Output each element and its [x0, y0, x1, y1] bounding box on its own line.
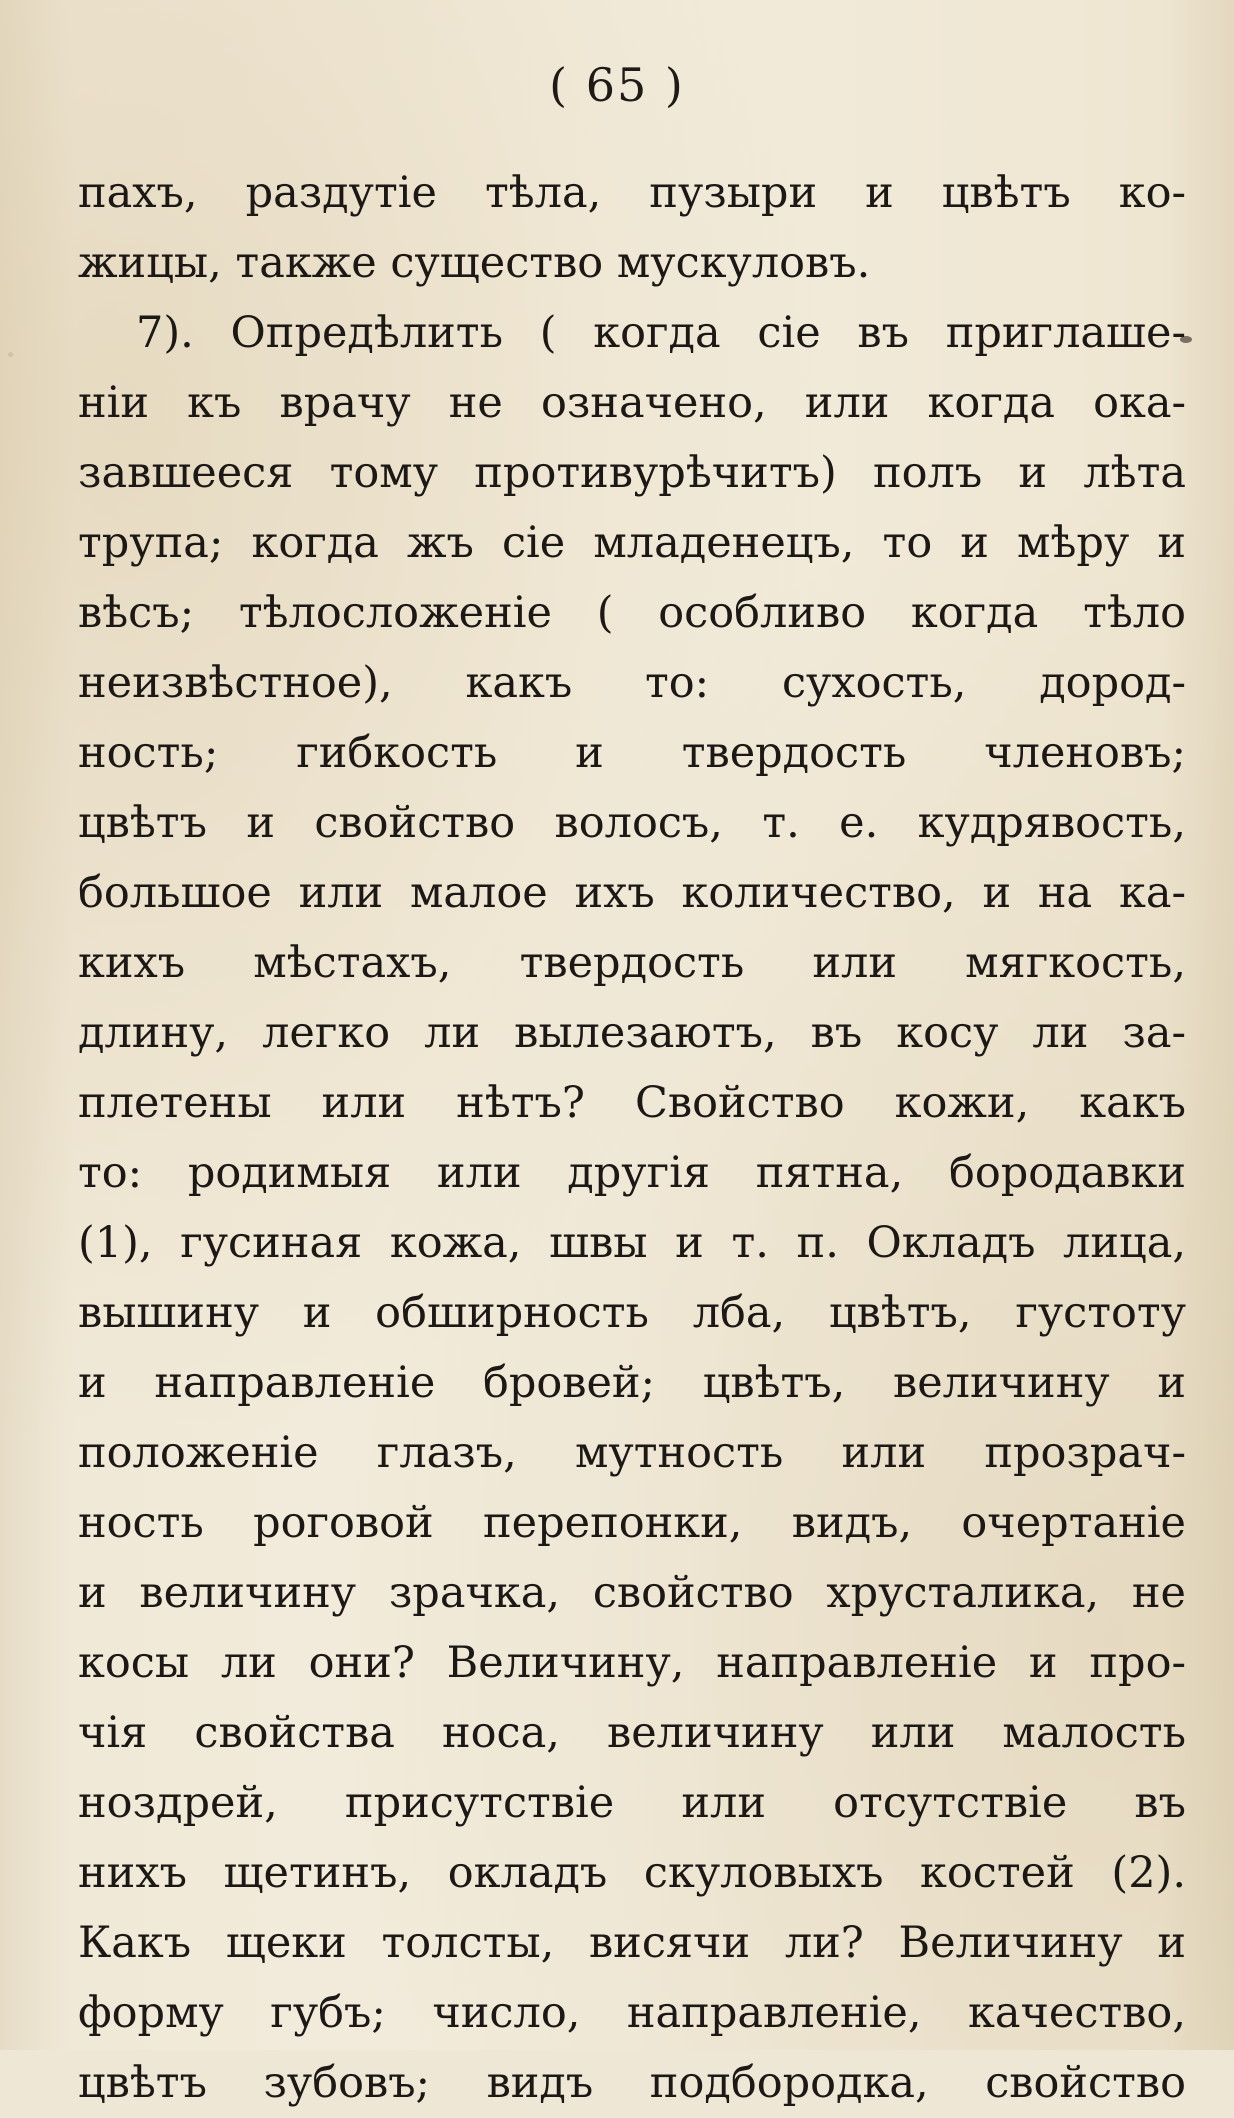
- text-line: косы ли они? Величину, направленіе и про-: [78, 1638, 1186, 1688]
- text-line: форму губъ; число, направленіе, качество,: [78, 1988, 1186, 2038]
- text-line: чія свойства носа, величину или малость: [78, 1708, 1186, 1758]
- text-line: (1), гусиная кожа, швы и т. п. Окладъ лица,: [78, 1218, 1186, 1268]
- text-line: плетены или нѣтъ? Свойство кожи, какъ: [78, 1078, 1186, 1128]
- text-line: неизвѣстное), какъ то: сухость, дород-: [78, 658, 1186, 708]
- text-line: нихъ щетинъ, окладъ скуловыхъ костей (2).: [78, 1848, 1186, 1898]
- text-line: Какъ щеки толсты, висячи ли? Величину и: [78, 1918, 1186, 1968]
- text-line: ность; гибкость и твердость членовъ;: [78, 728, 1186, 778]
- text-line: жицы, также существо мускуловъ.: [78, 238, 871, 288]
- ink-speck: [8, 352, 13, 357]
- text-line: трупа; когда жъ сіе младенецъ, то и мѣру и: [78, 518, 1186, 568]
- text-line: большое или малое ихъ количество, и на ка-: [78, 868, 1186, 918]
- text-line: цвѣтъ и свойство волосъ, т. е. кудрявость,: [78, 798, 1186, 848]
- text-line: и величину зрачка, свойство хрусталика, не: [78, 1568, 1186, 1618]
- text-line: вѣсъ; тѣлосложеніе ( особливо когда тѣло: [78, 588, 1186, 638]
- text-line: длину, легко ли вылезаютъ, въ косу ли за-: [78, 1008, 1186, 1058]
- text-line: вышину и обширность лба, цвѣтъ, густоту: [78, 1288, 1186, 1338]
- page-number: ( 65 ): [549, 58, 685, 112]
- text-line: кихъ мѣстахъ, твердость или мягкость,: [78, 938, 1186, 988]
- text-line: положеніе глазъ, мутность или прозрач-: [78, 1428, 1186, 1478]
- text-line: и направленіе бровей; цвѣтъ, величину и: [78, 1358, 1186, 1408]
- body-text: [78, 158, 1186, 2118]
- text-line: ніи къ врачу не означено, или когда ока-: [78, 378, 1186, 428]
- text-line: то: родимыя или другія пятна, бородавки: [78, 1148, 1186, 1198]
- text-line: пахъ, раздутіе тѣла, пузыри и цвѣтъ ко-: [78, 168, 1186, 218]
- text-line: цвѣтъ зубовъ; видъ подбородка, свойство: [78, 2058, 1186, 2108]
- text-line: ность роговой перепонки, видъ, очертаніе: [78, 1498, 1186, 1548]
- text-line: завшееся тому противурѣчитъ) полъ и лѣта: [78, 448, 1186, 498]
- text-line: 7). Опредѣлить ( когда сіе въ приглаше-: [136, 308, 1186, 358]
- text-line: ноздрей, присутствіе или отсутствіе въ: [78, 1778, 1186, 1828]
